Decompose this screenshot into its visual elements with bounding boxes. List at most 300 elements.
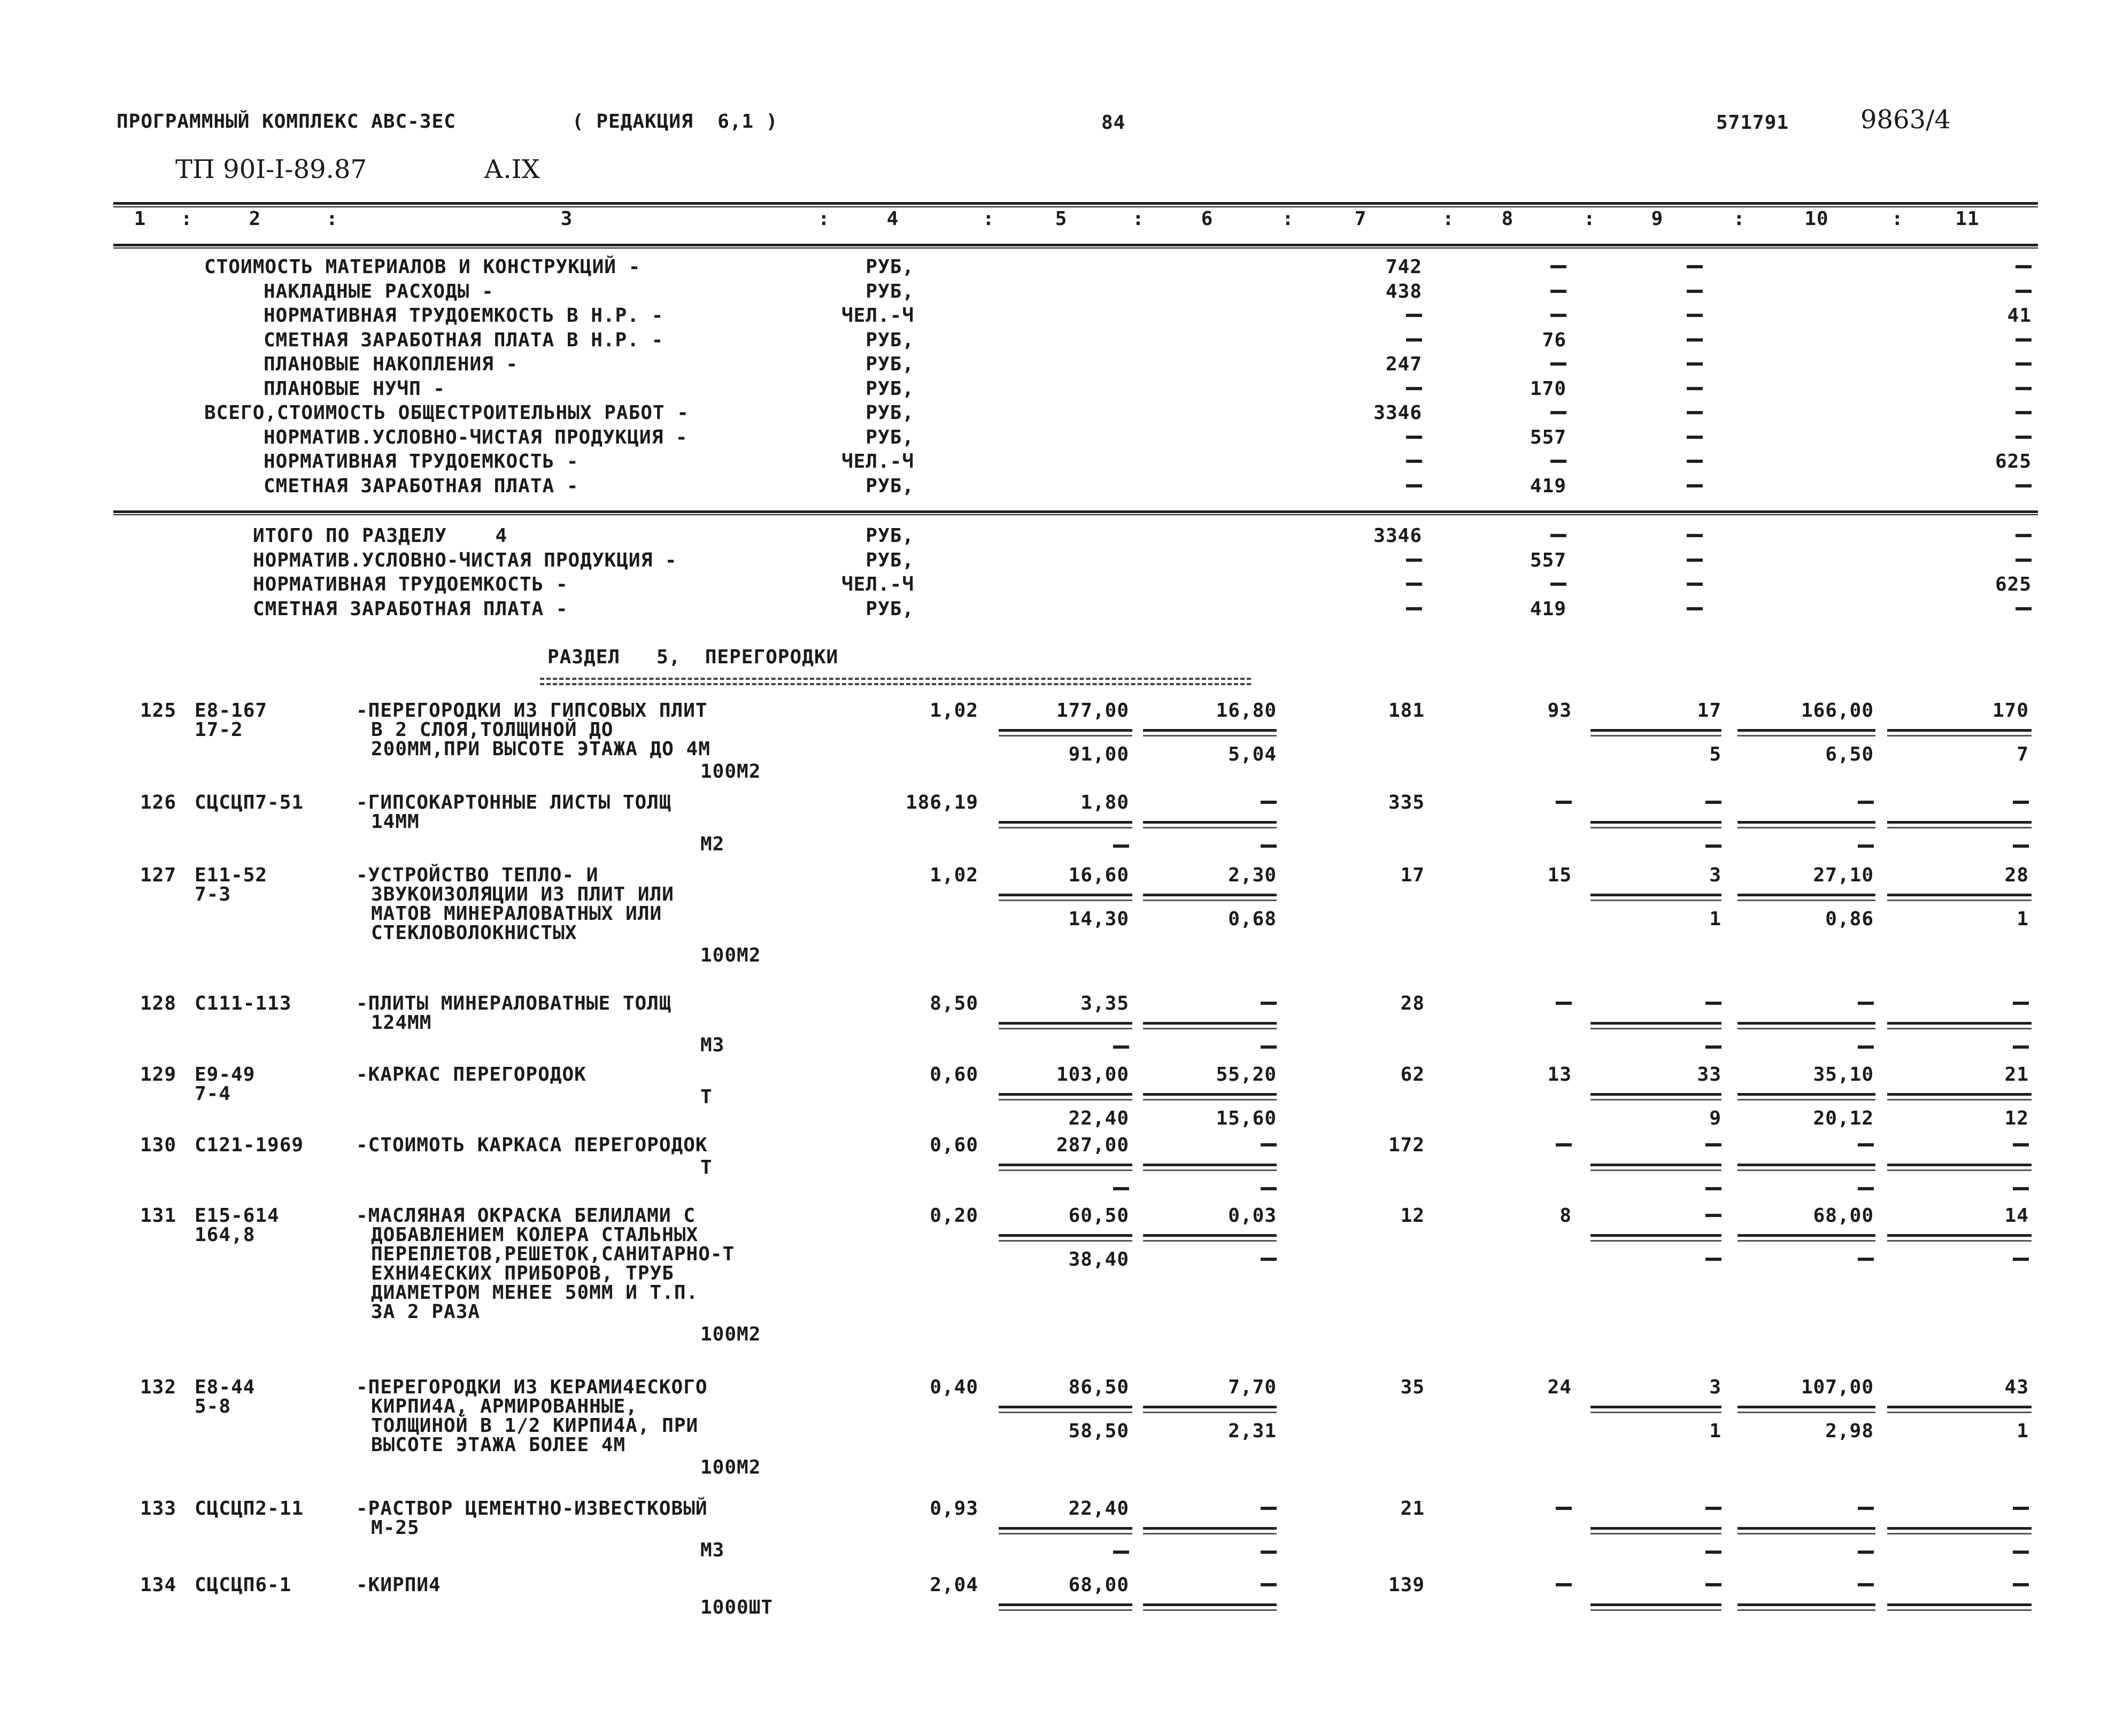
summary-col8: 557 (1530, 549, 1566, 571)
summary-col9 (1687, 534, 1703, 537)
row-description: -КАРКАС ПЕРЕГОРОДОК (356, 1064, 586, 1086)
row-col5-second: 14,30 (1068, 908, 1129, 930)
row-col6-second (1261, 1187, 1277, 1190)
row-col10: 166,00 (1801, 700, 1874, 722)
row-col6-second (1261, 1045, 1277, 1049)
row-col8: 8 (1559, 1205, 1572, 1227)
row-description: -ПЛИТЫ МИНЕРАЛОВАТНЫЕ ТОЛЩ (356, 993, 671, 1014)
summary-col8 (1550, 290, 1566, 293)
row-col9: 33 (1697, 1064, 1721, 1086)
row-underline (999, 821, 1132, 824)
row-col11 (2013, 801, 2029, 804)
column-separator: : (1584, 208, 1596, 230)
row-number: 129 (140, 1064, 176, 1086)
row-col11: 21 (2004, 1064, 2029, 1086)
row-col10-second: 0,86 (1825, 908, 1874, 930)
summary-col8: 419 (1530, 598, 1566, 620)
row-code-secondary: 17-2 (195, 719, 243, 741)
row-unit: М3 (700, 1539, 725, 1561)
row-description: СТЕКЛОВОЛОКНИСТЫХ (371, 922, 577, 944)
row-underline (1887, 1234, 2032, 1237)
row-quantity: 1,02 (930, 864, 978, 886)
row-col7: 62 (1400, 1064, 1425, 1086)
row-quantity: 1,02 (930, 700, 978, 722)
column-header-11: 11 (1955, 208, 1980, 230)
row-col9-second: 1 (1709, 908, 1721, 930)
summary-label: ВСЕГО,СТОИМОСТЬ ОБЩЕСТРОИТЕЛЬНЫХ РАБОТ - (204, 402, 689, 424)
row-col10-second: 6,50 (1825, 743, 1874, 765)
summary-unit: ЧЕЛ.-Ч (841, 305, 914, 327)
row-col9: 17 (1697, 700, 1721, 722)
row-col5: 22,40 (1068, 1498, 1129, 1520)
row-number: 131 (140, 1205, 176, 1227)
row-col7: 139 (1388, 1574, 1425, 1596)
row-unit: Т (700, 1157, 713, 1179)
summary-label: СМЕТНАЯ ЗАРАБОТНАЯ ПЛАТА - (253, 598, 568, 620)
row-number: 132 (140, 1376, 176, 1398)
summary-col11 (2015, 362, 2032, 366)
row-code: СЦСЦП7-51 (195, 792, 304, 813)
row-col10: 27,10 (1813, 864, 1874, 886)
row-quantity: 0,60 (930, 1134, 978, 1156)
row-col5-second (1113, 844, 1129, 848)
row-col11-second: 1 (2017, 1420, 2029, 1442)
row-underline (1143, 1527, 1277, 1530)
summary-col9 (1687, 436, 1703, 439)
row-code: Е8-44 (195, 1376, 256, 1398)
row-unit: 1000ШТ (700, 1596, 774, 1618)
summary-col8 (1550, 265, 1566, 268)
summary-col9 (1687, 314, 1703, 317)
row-col11-second (2013, 1551, 2029, 1554)
summary-label: НОРМАТИВНАЯ ТРУДОЕМКОСТЬ - (253, 574, 568, 595)
row-col9: 3 (1709, 864, 1721, 886)
section-title: РАЗДЕЛ 5, ПЕРЕГОРОДКИ (547, 646, 839, 668)
summary-col9 (1687, 290, 1703, 293)
column-separator: : (1442, 208, 1455, 230)
row-col9 (1705, 1002, 1721, 1005)
row-description: -СТОИМОТЬ КАРКАСА ПЕРЕГОРОДОК (356, 1134, 708, 1156)
row-code: С121-1969 (195, 1134, 304, 1156)
summary-col9 (1687, 387, 1703, 390)
row-code: СЦСЦП2-11 (195, 1498, 304, 1520)
summary-col9 (1687, 607, 1703, 610)
summary-unit: РУБ, (866, 525, 914, 547)
column-separator: : (181, 208, 193, 230)
column-header-10: 10 (1804, 208, 1829, 230)
row-underline (1143, 1022, 1277, 1025)
row-col6-second: 2,31 (1228, 1420, 1277, 1442)
row-col7: 35 (1400, 1376, 1425, 1398)
summary-col7: 3346 (1373, 402, 1422, 424)
summary-col7: 247 (1385, 353, 1422, 375)
row-col5-second (1113, 1551, 1129, 1554)
row-col11 (2013, 1583, 2029, 1586)
row-unit: М2 (700, 833, 725, 855)
column-header-6: 6 (1201, 208, 1214, 230)
row-col5-second: 58,50 (1068, 1420, 1129, 1442)
summary-unit: РУБ, (866, 475, 914, 497)
row-col11-second (2013, 1187, 2029, 1190)
row-col6: 2,30 (1228, 864, 1277, 886)
row-description: ЕХНИ4ЕСКИХ ПРИБОРОВ, ТРУБ (371, 1262, 674, 1284)
row-description: ДОБАВЛЕНИЕМ КОЛЕРА СТАЛЬНЫХ (371, 1224, 699, 1246)
row-col10-second (1858, 1187, 1874, 1190)
row-col9-second (1705, 1551, 1721, 1554)
row-underline (999, 1234, 1132, 1237)
summary-col8 (1550, 534, 1566, 537)
column-separator: : (1132, 208, 1145, 230)
row-underline (1887, 729, 2032, 732)
row-description: ПЕРЕПЛЕТОВ,РЕШЕТОК,САНИТАРНО-Т (371, 1243, 735, 1265)
row-description: КИРПИ4А, АРМИРОВАННЫЕ, (371, 1396, 638, 1417)
row-underline (1143, 894, 1277, 896)
summary-col8 (1550, 583, 1566, 586)
row-col6-second: 15,60 (1216, 1107, 1277, 1129)
row-underline (999, 1603, 1132, 1606)
summary-col8: 419 (1530, 475, 1566, 497)
row-code: Е9-49 (195, 1064, 256, 1086)
row-number: 125 (140, 700, 176, 722)
row-col9-second (1705, 1258, 1721, 1261)
row-col10 (1858, 1507, 1874, 1510)
row-col7: 12 (1400, 1205, 1425, 1227)
row-col9-second: 1 (1709, 1420, 1721, 1442)
row-code: С111-113 (195, 993, 292, 1014)
row-underline (999, 1406, 1132, 1408)
row-quantity: 8,50 (930, 993, 978, 1014)
row-underline (1887, 894, 2032, 896)
row-description: 124ММ (371, 1012, 432, 1034)
row-col7: 28 (1400, 993, 1425, 1014)
row-col10 (1858, 801, 1874, 804)
row-quantity: 2,04 (930, 1574, 978, 1596)
row-col11-second (2013, 1045, 2029, 1049)
section-underline (540, 678, 1251, 680)
row-quantity: 0,60 (930, 1064, 978, 1086)
row-description: -КИРПИ4 (356, 1574, 441, 1596)
row-code-secondary: 5-8 (195, 1396, 231, 1417)
column-separator: : (1733, 208, 1746, 230)
summary-unit: РУБ, (866, 402, 914, 424)
row-underline (1590, 894, 1721, 896)
row-code-secondary: 7-4 (195, 1083, 231, 1105)
row-unit: 100М2 (700, 1323, 761, 1345)
row-underline (1887, 1603, 2032, 1606)
summary-unit: РУБ, (866, 549, 914, 571)
row-col5: 1,80 (1080, 792, 1129, 813)
summary-col11 (2015, 607, 2032, 610)
summary-col11 (2015, 387, 2032, 390)
summary-label: ПЛАНОВЫЕ НАКОПЛЕНИЯ - (264, 353, 519, 375)
row-underline (999, 1164, 1132, 1166)
row-col11: 28 (2004, 864, 2029, 886)
row-col9-second (1705, 1187, 1721, 1190)
row-underline (1887, 1093, 2032, 1096)
summary-label: НОРМАТИВНАЯ ТРУДОЕМКОСТЬ В Н.Р. - (264, 305, 664, 327)
row-underline (1143, 1093, 1277, 1096)
summary-unit: ЧЕЛ.-Ч (841, 574, 914, 595)
summary-label: СТОИМОСТЬ МАТЕРИАЛОВ И КОНСТРУКЦИЙ - (204, 256, 641, 278)
summary-col8 (1550, 314, 1566, 317)
row-code-secondary: 7-3 (195, 883, 231, 905)
column-header-8: 8 (1501, 208, 1514, 230)
row-underline (1737, 729, 1875, 732)
row-description: -ПЕРЕГОРОДКИ ИЗ ГИПСОВЫХ ПЛИТ (356, 700, 708, 722)
row-col9-second: 5 (1709, 743, 1721, 765)
row-col7: 17 (1400, 864, 1425, 886)
column-header-4: 4 (886, 208, 899, 230)
row-col5-second: 38,40 (1068, 1249, 1129, 1270)
tp-label: ТП 90I-I-89.87 (175, 154, 367, 184)
row-col8: 13 (1547, 1064, 1572, 1086)
row-col8: 15 (1547, 864, 1572, 886)
row-description: -ПЕРЕГОРОДКИ ИЗ КЕРАМИ4ЕСКОГО (356, 1376, 708, 1398)
row-col9 (1705, 801, 1721, 804)
row-col9 (1705, 1507, 1721, 1510)
row-col6: 0,03 (1228, 1205, 1277, 1227)
row-underline (1143, 729, 1277, 732)
row-number: 126 (140, 792, 176, 813)
page-number: 84 (1101, 112, 1126, 134)
summary-col9 (1687, 265, 1703, 268)
row-unit: 100М2 (700, 1456, 761, 1478)
summary-label: СМЕТНАЯ ЗАРАБОТНАЯ ПЛАТА - (264, 475, 579, 497)
row-col5-second (1113, 1187, 1129, 1190)
row-description: ЗА 2 РАЗА (371, 1301, 481, 1323)
row-col5-second (1113, 1045, 1129, 1049)
row-code: Е8-167 (195, 700, 268, 722)
row-underline (1590, 821, 1721, 824)
summary-unit: РУБ, (866, 280, 914, 303)
row-col11: 14 (2004, 1205, 2029, 1227)
row-col9-second (1705, 844, 1721, 848)
column-separator: : (1282, 208, 1294, 230)
row-col5: 3,35 (1080, 993, 1129, 1014)
column-header-9: 9 (1651, 208, 1664, 230)
row-description: ВЫСОТЕ ЭТАЖА БОЛЕЕ 4М (371, 1434, 626, 1456)
row-col11: 170 (1992, 700, 2029, 722)
summary-col9 (1687, 559, 1703, 562)
row-description: М-25 (371, 1517, 420, 1539)
row-col11-second: 12 (2004, 1107, 2029, 1129)
row-col5: 68,00 (1068, 1574, 1129, 1596)
row-col5: 177,00 (1056, 700, 1129, 722)
row-col11: 43 (2004, 1376, 2029, 1398)
row-underline (1737, 1603, 1875, 1606)
row-col6-second (1261, 1551, 1277, 1554)
row-underline (1887, 1164, 2032, 1166)
row-underline (1887, 821, 2032, 824)
section-underline-2 (540, 683, 1251, 685)
row-underline (1590, 1234, 1721, 1237)
row-col8 (1556, 1583, 1572, 1586)
summary-col8 (1550, 460, 1566, 463)
summary-col11 (2015, 559, 2032, 562)
summary-col9 (1687, 362, 1703, 366)
header-rule-bottom (113, 244, 2038, 246)
row-col11 (2013, 1002, 2029, 1005)
row-col5-second: 22,40 (1068, 1107, 1129, 1129)
summary-unit: РУБ, (866, 256, 914, 278)
row-col10 (1858, 1002, 1874, 1005)
row-underline (1737, 1406, 1875, 1408)
summary-col7: 438 (1385, 280, 1422, 303)
row-col6-second (1261, 844, 1277, 848)
row-col11 (2013, 1143, 2029, 1146)
summary-col8: 557 (1530, 426, 1566, 448)
row-underline (999, 1093, 1132, 1096)
row-underline (1590, 1527, 1721, 1530)
row-underline (1590, 1603, 1721, 1606)
program-title: ПРОГРАММНЫЙ КОМПЛЕКС АВС-3ЕС (117, 111, 456, 133)
row-col11-second: 1 (2017, 908, 2029, 930)
row-col10 (1858, 1583, 1874, 1586)
row-unit: Т (700, 1086, 713, 1108)
row-col6: 55,20 (1216, 1064, 1277, 1086)
summary-unit: РУБ, (866, 353, 914, 375)
row-underline (1590, 729, 1721, 732)
row-underline (1143, 1603, 1277, 1606)
row-col6: 7,70 (1228, 1376, 1277, 1398)
summary-label: НОРМАТИВ.УСЛОВНО-ЧИСТАЯ ПРОДУКЦИЯ - (253, 549, 677, 571)
row-col5: 287,00 (1056, 1134, 1129, 1156)
row-underline (1887, 1022, 2032, 1025)
row-col6-second: 0,68 (1228, 908, 1277, 930)
row-col9: 3 (1709, 1376, 1721, 1398)
row-underline (1737, 894, 1875, 896)
summary-col7: 742 (1385, 256, 1422, 278)
row-col11 (2013, 1507, 2029, 1510)
summary-divider-2 (113, 514, 2038, 515)
summary-col7 (1406, 583, 1422, 586)
row-underline (1590, 1093, 1721, 1096)
row-col10-second (1858, 1551, 1874, 1554)
header-rule-bottom-2 (113, 247, 2038, 249)
summary-label: ПЛАНОВЫЕ НУЧП - (264, 377, 446, 400)
column-header-2: 2 (249, 208, 261, 230)
row-code: Е11-52 (195, 864, 268, 886)
row-col10: 107,00 (1801, 1376, 1874, 1398)
row-description: ТОЛЩИНОЙ В 1/2 КИРПИ4А, ПРИ (371, 1415, 699, 1437)
row-col9-second: 9 (1709, 1107, 1721, 1129)
row-description: ДИАМЕТРОМ МЕНЕЕ 50ММ И Т.П. (371, 1282, 699, 1304)
row-description: -МАСЛЯНАЯ ОКРАСКА БЕЛИЛАМИ С (356, 1205, 696, 1227)
row-col7: 181 (1388, 700, 1425, 722)
summary-label: НОРМАТИВНАЯ ТРУДОЕМКОСТЬ - (264, 451, 579, 472)
row-underline (999, 1022, 1132, 1025)
row-quantity: 0,93 (930, 1498, 978, 1520)
row-description: ЗВУКОИЗОЛЯЦИИ ИЗ ПЛИТ ИЛИ (371, 883, 674, 905)
column-separator: : (1891, 208, 1904, 230)
summary-col9 (1687, 338, 1703, 342)
row-underline (1887, 1406, 2032, 1408)
row-col6: 16,80 (1216, 700, 1277, 722)
summary-label: СМЕТНАЯ ЗАРАБОТНАЯ ПЛАТА В Н.Р. - (264, 329, 664, 351)
summary-divider (113, 510, 2038, 513)
album-label: А.IX (484, 154, 540, 184)
row-underline (999, 894, 1132, 896)
row-col8 (1556, 1507, 1572, 1510)
row-col8 (1556, 801, 1572, 804)
row-underline (1737, 1164, 1875, 1166)
row-underline (1143, 1164, 1277, 1166)
row-code: Е15-614 (195, 1205, 280, 1227)
row-col9 (1705, 1143, 1721, 1146)
summary-col8: 76 (1542, 329, 1566, 351)
row-code-secondary: 164,8 (195, 1224, 256, 1246)
row-col5-second: 91,00 (1068, 743, 1129, 765)
row-underline (1887, 1527, 2032, 1530)
row-unit: 100М2 (700, 761, 761, 782)
row-underline (1590, 1022, 1721, 1025)
row-description: -ГИПСОКАРТОННЫЕ ЛИСТЫ ТОЛЩ (356, 792, 671, 813)
row-col7: 21 (1400, 1498, 1425, 1520)
row-number: 133 (140, 1498, 176, 1520)
summary-col11 (2015, 265, 2032, 268)
row-unit: 100М2 (700, 944, 761, 966)
column-header-3: 3 (560, 208, 573, 230)
row-quantity: 186,19 (905, 792, 978, 813)
summary-col11 (2015, 411, 2032, 414)
summary-col8: 170 (1530, 377, 1566, 400)
summary-col11: 625 (1995, 451, 2032, 472)
summary-unit: РУБ, (866, 329, 914, 351)
summary-col11 (2015, 484, 2032, 487)
row-col7: 335 (1388, 792, 1425, 813)
row-underline (1737, 1022, 1875, 1025)
summary-col9 (1687, 411, 1703, 414)
row-col10-second (1858, 1045, 1874, 1049)
row-underline (1143, 821, 1277, 824)
summary-col9 (1687, 484, 1703, 487)
row-underline (1590, 1406, 1721, 1408)
row-col8 (1556, 1002, 1572, 1005)
summary-col9 (1687, 583, 1703, 586)
row-col5: 60,50 (1068, 1205, 1129, 1227)
column-header-7: 7 (1354, 208, 1367, 230)
row-col8: 24 (1547, 1376, 1572, 1398)
summary-unit: ЧЕЛ.-Ч (841, 451, 914, 472)
summary-col11 (2015, 436, 2032, 439)
summary-col8 (1550, 362, 1566, 366)
column-separator: : (818, 208, 830, 230)
summary-col7 (1406, 460, 1422, 463)
row-col10-second (1858, 844, 1874, 848)
doc-number: 9863/4 (1860, 105, 1951, 135)
row-col11-second (2013, 844, 2029, 848)
row-description: В 2 СЛОЯ,ТОЛЩИНОЙ ДО (371, 719, 614, 741)
summary-col11 (2015, 290, 2032, 293)
column-separator: : (326, 208, 338, 230)
row-col10: 68,00 (1813, 1205, 1874, 1227)
row-underline (1737, 1527, 1875, 1530)
summary-col7: 3346 (1373, 525, 1422, 547)
summary-label: НОРМАТИВ.УСЛОВНО-ЧИСТАЯ ПРОДУКЦИЯ - (264, 426, 688, 448)
row-col6-second (1261, 1258, 1277, 1261)
header-rule-top (113, 202, 2038, 205)
row-col9-second (1705, 1045, 1721, 1049)
row-underline (1737, 1093, 1875, 1096)
row-underline (999, 729, 1132, 732)
summary-col7 (1406, 314, 1422, 317)
column-header-1: 1 (134, 208, 146, 230)
row-col6-second: 5,04 (1228, 743, 1277, 765)
summary-col11 (2015, 338, 2032, 342)
row-col10-second: 2,98 (1825, 1420, 1874, 1442)
row-col5: 103,00 (1056, 1064, 1129, 1086)
row-quantity: 0,40 (930, 1376, 978, 1398)
